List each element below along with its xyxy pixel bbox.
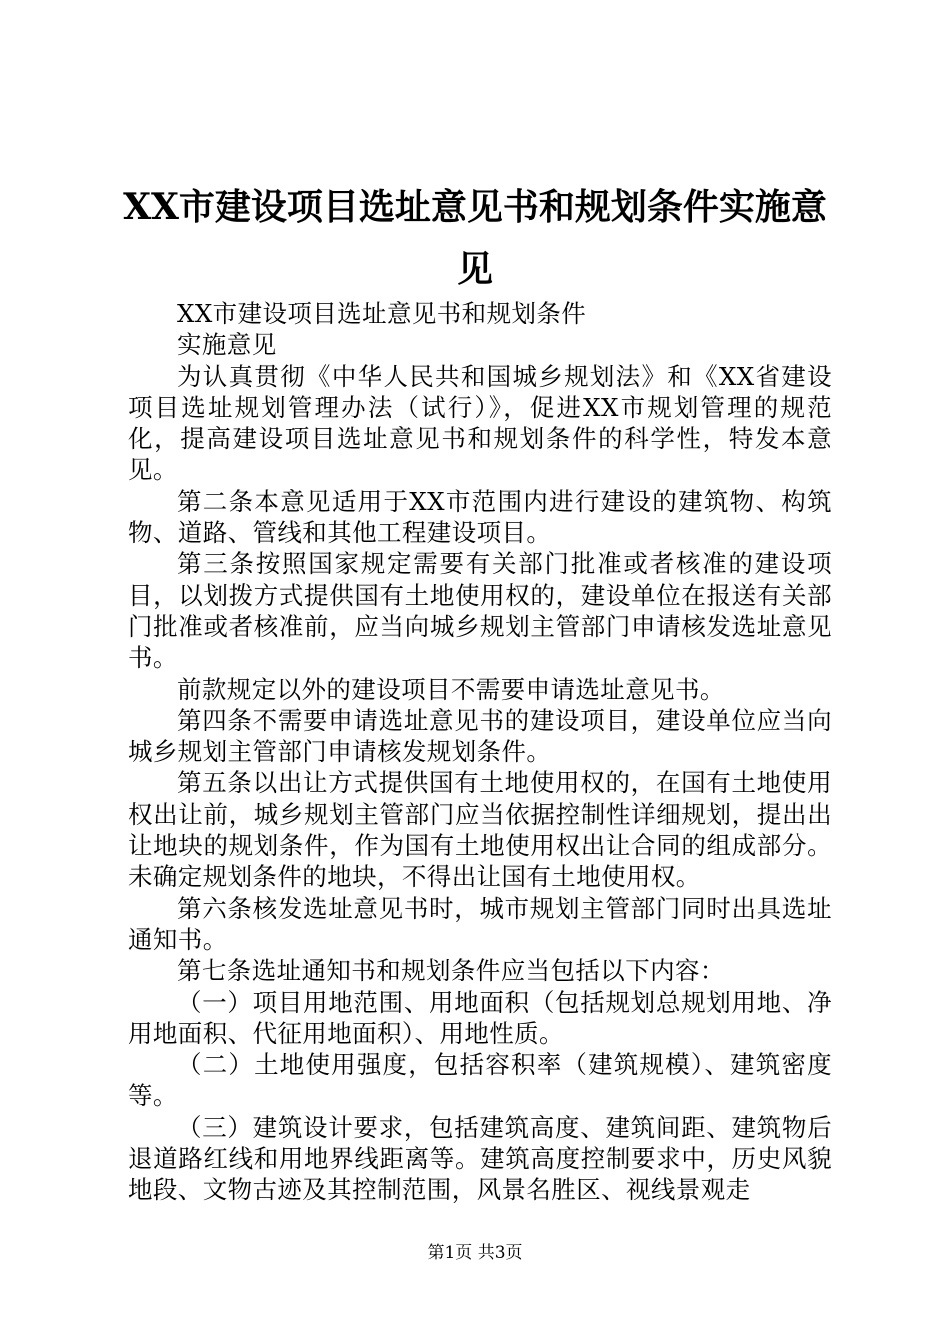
document-body — [128, 298, 832, 1206]
paragraph: 第三条按照国家规定需要有关部门批准或者核准的建设项目，以划拨方式提供国有土地使用权的，建设单位在报送有关部门批准或者核准前，应当向城乡规划主管部门申请核发选址意见书。 — [128, 549, 832, 673]
page-number-footer: 第1页 共3页 — [427, 1243, 523, 1263]
paragraph: 第二条本意见适用于XX市范围内进行建设的建筑物、构筑物、道路、管线和其他工程建设项目。 — [128, 486, 832, 548]
document-title: XX市建设项目选址意见书和规划条件实施意见 — [123, 186, 827, 290]
paragraph: 为认真贯彻《中华人民共和国城乡规划法》和《XX省建设项目选址规划管理办法（试行）》，促进XX市规划管理的规范化，提高建设项目选址意见书和规划条件的科学性，特发本意见。 — [128, 361, 832, 485]
paragraph: 第六条核发选址意见书时，城市规划主管部门同时出具选址通知书。 — [128, 893, 832, 954]
paragraph: （二）土地使用强度，包括容积率（建筑规模）、建筑密度等。 — [128, 1050, 832, 1111]
paragraph: （三）建筑设计要求，包括建筑高度、建筑间距、建筑物后退道路红线和用地界线距离等。建筑高度控制要求中，历史风貌地段、文物古迹及其控制范围，风景名胜区、视线景观走 — [128, 1112, 832, 1205]
paragraph: XX市建设项目选址意见书和规划条件 — [177, 299, 587, 328]
paragraph: 第五条以出让方式提供国有土地使用权的，在国有土地使用权出让前，城乡规划主管部门应当依据控制性详细规划，提出出让地块的规划条件，作为国有土地使用权出让合同的组成部分。未确定规划条件的地块，不得出让国有土地使用权。 — [128, 768, 832, 892]
paragraph: （一）项目用地范围、用地面积（包括规划总规划用地、净用地面积、代征用地面积）、用地性质。 — [128, 987, 832, 1048]
paragraph: 第四条不需要申请选址意见书的建设项目，建设单位应当向城乡规划主管部门申请核发规划条件。 — [128, 705, 832, 767]
paragraph: 前款规定以外的建设项目不需要申请选址意见书。 — [177, 674, 725, 704]
paragraph: 实施意见 — [177, 330, 277, 360]
paragraph: 第七条选址通知书和规划条件应当包括以下内容： — [177, 956, 725, 986]
